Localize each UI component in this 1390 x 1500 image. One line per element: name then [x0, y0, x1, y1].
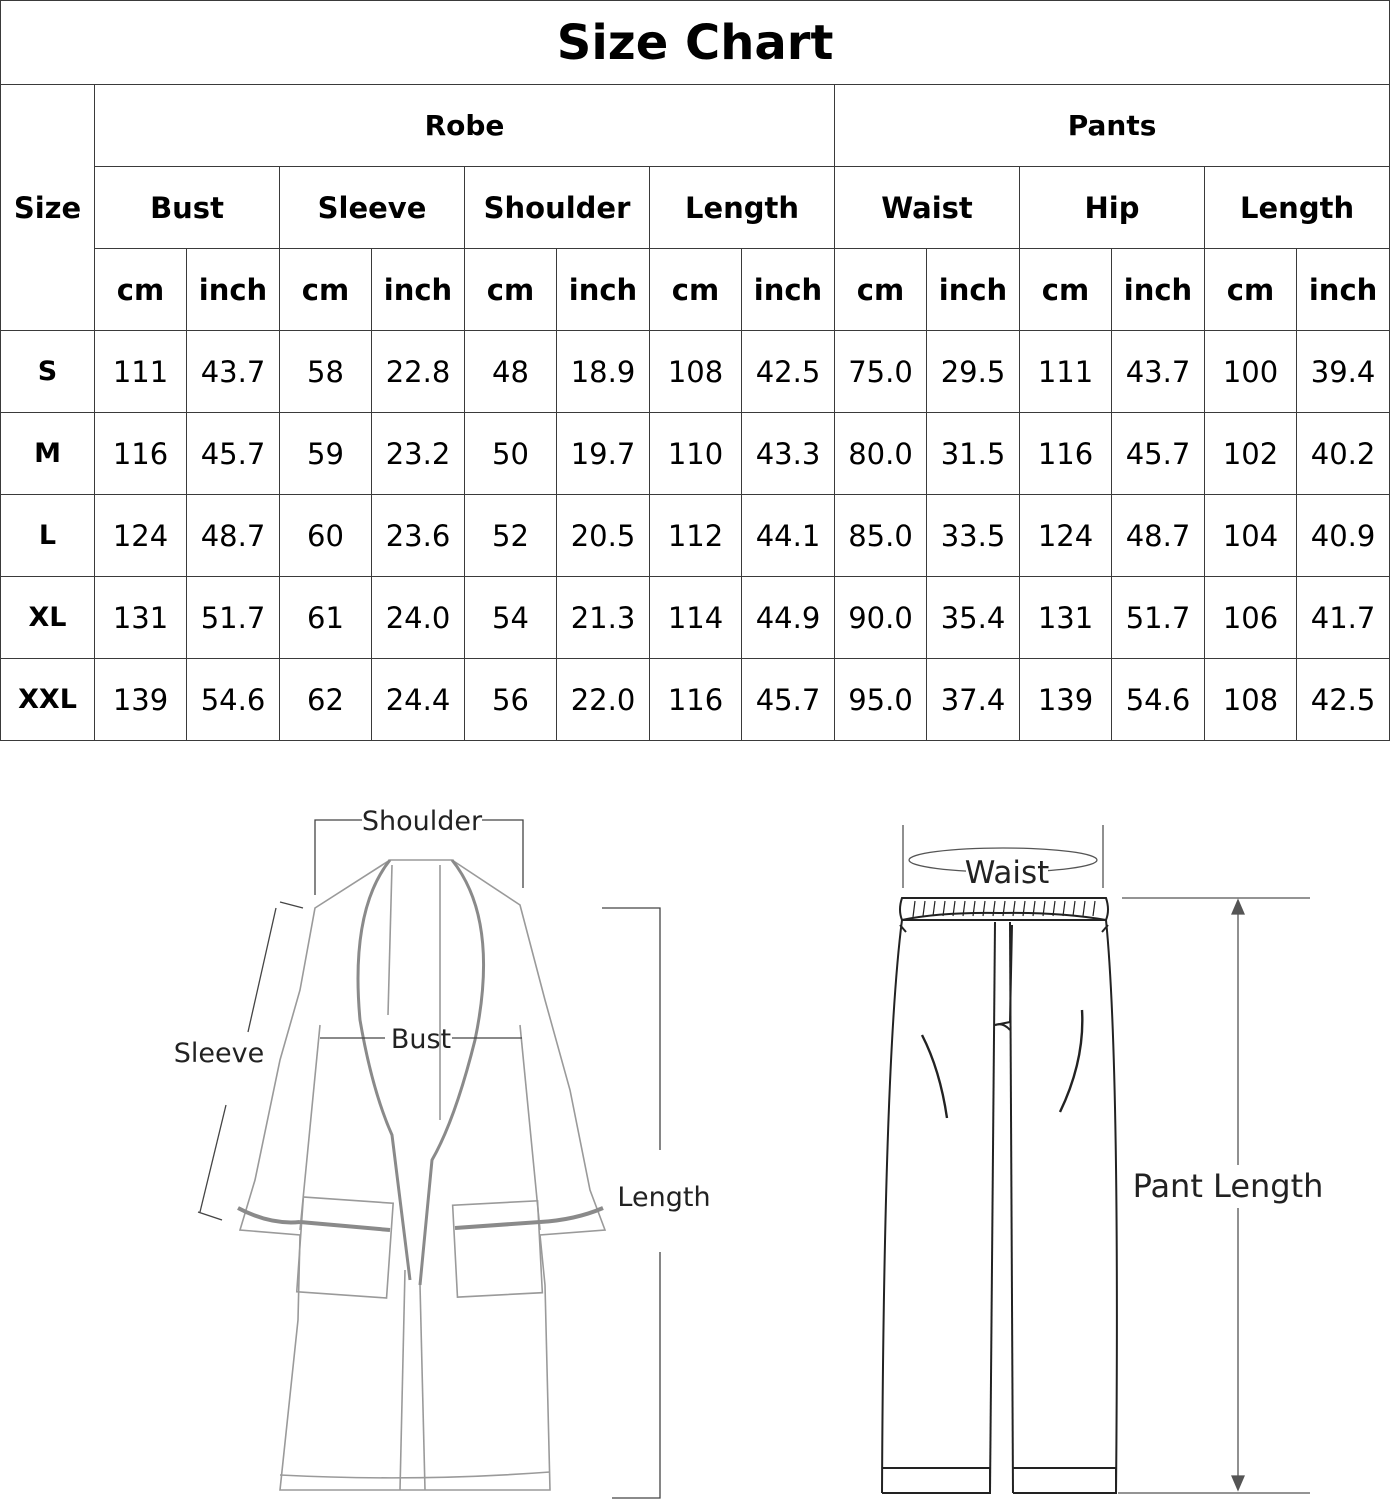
value-cell: 42.5	[1297, 659, 1390, 741]
value-cell: 48.7	[1112, 495, 1205, 577]
value-cell: 80.0	[835, 413, 927, 495]
value-cell: 131	[1020, 577, 1112, 659]
unit-inch: inch	[557, 249, 650, 331]
value-cell: 54.6	[187, 659, 280, 741]
value-cell: 22.0	[557, 659, 650, 741]
value-cell: 124	[95, 495, 187, 577]
value-cell: 108	[650, 331, 742, 413]
value-cell: 51.7	[1112, 577, 1205, 659]
unit-row	[1, 249, 1390, 331]
value-cell: 139	[1020, 659, 1112, 741]
pants-illustration	[882, 898, 1117, 1493]
value-cell: 20.5	[557, 495, 650, 577]
value-cell: 43.3	[742, 413, 835, 495]
table-row	[1, 659, 1390, 741]
value-cell: 35.4	[927, 577, 1020, 659]
value-cell: 56	[465, 659, 557, 741]
size-cell: M	[1, 413, 95, 495]
size-cell: S	[1, 331, 95, 413]
unit-cm: cm	[1205, 249, 1297, 331]
size-chart-table	[0, 0, 1390, 741]
pants-length-header: Length	[1205, 167, 1390, 249]
value-cell: 139	[95, 659, 187, 741]
unit-inch: inch	[1297, 249, 1390, 331]
pants-group-header: Pants	[835, 85, 1390, 167]
size-cell: XL	[1, 577, 95, 659]
waist-label: Waist	[964, 855, 1050, 891]
unit-cm: cm	[95, 249, 187, 331]
value-cell: 44.1	[742, 495, 835, 577]
hip-header: Hip	[1020, 167, 1205, 249]
table-row	[1, 331, 1390, 413]
value-cell: 116	[650, 659, 742, 741]
value-cell: 45.7	[187, 413, 280, 495]
value-cell: 100	[1205, 331, 1297, 413]
value-cell: 37.4	[927, 659, 1020, 741]
unit-cm: cm	[465, 249, 557, 331]
unit-cm: cm	[280, 249, 372, 331]
unit-cm: cm	[1020, 249, 1112, 331]
robe-length-label: Length	[617, 1182, 711, 1213]
value-cell: 110	[650, 413, 742, 495]
size-rows	[1, 331, 1390, 741]
value-cell: 62	[280, 659, 372, 741]
value-cell: 114	[650, 577, 742, 659]
unit-inch: inch	[187, 249, 280, 331]
value-cell: 60	[280, 495, 372, 577]
value-cell: 90.0	[835, 577, 927, 659]
value-cell: 40.2	[1297, 413, 1390, 495]
pant-length-label: Pant Length	[1132, 1167, 1324, 1205]
value-cell: 40.9	[1297, 495, 1390, 577]
size-cell: L	[1, 495, 95, 577]
value-cell: 19.7	[557, 413, 650, 495]
value-cell: 131	[95, 577, 187, 659]
value-cell: 43.7	[1112, 331, 1205, 413]
unit-inch: inch	[1112, 249, 1205, 331]
robe-group-header: Robe	[95, 85, 835, 167]
value-cell: 21.3	[557, 577, 650, 659]
value-cell: 108	[1205, 659, 1297, 741]
measurement-diagram	[0, 760, 1390, 1500]
robe-length-header: Length	[650, 167, 835, 249]
sleeve-header: Sleeve	[280, 167, 465, 249]
value-cell: 85.0	[835, 495, 927, 577]
value-cell: 51.7	[187, 577, 280, 659]
value-cell: 102	[1205, 413, 1297, 495]
bust-header: Bust	[95, 167, 280, 249]
value-cell: 45.7	[1112, 413, 1205, 495]
value-cell: 124	[1020, 495, 1112, 577]
unit-inch: inch	[927, 249, 1020, 331]
value-cell: 50	[465, 413, 557, 495]
unit-cm: cm	[835, 249, 927, 331]
value-cell: 61	[280, 577, 372, 659]
value-cell: 42.5	[742, 331, 835, 413]
value-cell: 22.8	[372, 331, 465, 413]
bust-label: Bust	[390, 1024, 452, 1055]
waist-header: Waist	[835, 167, 1020, 249]
value-cell: 59	[280, 413, 372, 495]
page-title: Size Chart	[1, 1, 1390, 85]
value-cell: 23.6	[372, 495, 465, 577]
value-cell: 31.5	[927, 413, 1020, 495]
value-cell: 116	[1020, 413, 1112, 495]
unit-inch: inch	[742, 249, 835, 331]
value-cell: 48.7	[187, 495, 280, 577]
value-cell: 45.7	[742, 659, 835, 741]
table-row	[1, 413, 1390, 495]
value-cell: 106	[1205, 577, 1297, 659]
value-cell: 23.2	[372, 413, 465, 495]
unit-inch: inch	[372, 249, 465, 331]
value-cell: 54	[465, 577, 557, 659]
unit-cm: cm	[650, 249, 742, 331]
robe-illustration	[238, 860, 605, 1490]
value-cell: 111	[95, 331, 187, 413]
robe-measure-lines	[198, 820, 660, 1498]
sleeve-label: Sleeve	[173, 1038, 265, 1069]
value-cell: 52	[465, 495, 557, 577]
value-cell: 104	[1205, 495, 1297, 577]
value-cell: 43.7	[187, 331, 280, 413]
value-cell: 18.9	[557, 331, 650, 413]
value-cell: 29.5	[927, 331, 1020, 413]
value-cell: 41.7	[1297, 577, 1390, 659]
size-header: Size	[1, 85, 95, 331]
table-row	[1, 577, 1390, 659]
value-cell: 54.6	[1112, 659, 1205, 741]
size-cell: XXL	[1, 659, 95, 741]
value-cell: 33.5	[927, 495, 1020, 577]
value-cell: 44.9	[742, 577, 835, 659]
shoulder-label: Shoulder	[361, 806, 483, 837]
value-cell: 112	[650, 495, 742, 577]
value-cell: 58	[280, 331, 372, 413]
value-cell: 48	[465, 331, 557, 413]
value-cell: 39.4	[1297, 331, 1390, 413]
value-cell: 75.0	[835, 331, 927, 413]
shoulder-header: Shoulder	[465, 167, 650, 249]
value-cell: 24.0	[372, 577, 465, 659]
table-row	[1, 495, 1390, 577]
value-cell: 95.0	[835, 659, 927, 741]
value-cell: 24.4	[372, 659, 465, 741]
value-cell: 116	[95, 413, 187, 495]
value-cell: 111	[1020, 331, 1112, 413]
